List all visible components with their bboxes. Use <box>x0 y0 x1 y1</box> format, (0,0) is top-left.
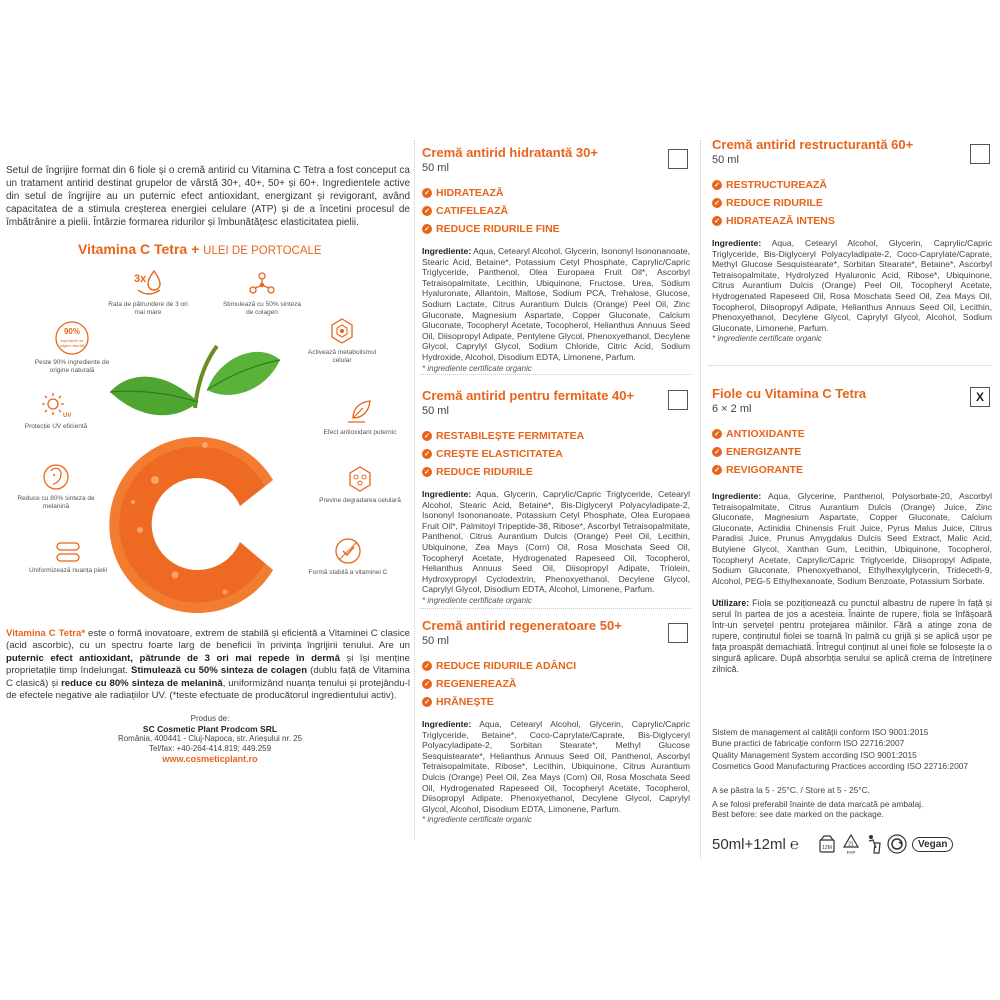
feature-uniform <box>26 540 110 575</box>
producer-url[interactable]: www.cosmeticplant.ro <box>162 754 258 764</box>
desc-text-1: este o formă inovatoare, extrem de stabilă și eficientă a Vitaminei C clasice (acid ascorbic), cu un spectru foarte larg de beneficii în privința îngrijirii tenului. Are un <box>6 628 410 652</box>
benefit-list <box>422 657 690 711</box>
divider <box>420 608 692 609</box>
feature-natural-label: Peste 90% ingrediente de origine naturală <box>34 359 110 374</box>
benefit-item: ✓ HIDRATEAZĂ INTENS <box>712 212 992 230</box>
benefit-item: ✓ CREȘTE ELASTICITATEA <box>422 445 690 463</box>
benefit-item: ✓ RESTABILEȘTE FERMITATEA <box>422 427 690 445</box>
producer-phone: Tel/fax: +40-264-414.819; 449.259 <box>148 744 272 753</box>
organic-note: * ingrediente certificate organic <box>712 334 822 344</box>
benefit-item: ✓ REDUCE RIDURILE <box>422 463 690 481</box>
benefit-item: ✓ REDUCE RIDURILE <box>712 194 992 212</box>
benefit-item: ✓ CATIFELEAZĂ <box>422 202 690 220</box>
cert-line: Cosmetics Good Manufacturing Practices according ISO 22716:2007 <box>712 760 969 771</box>
product-40plus <box>422 388 690 605</box>
product-checkbox-50plus[interactable] <box>668 623 688 643</box>
intro-paragraph: Setul de îngrijire format din 6 fiole și o cremă antirid cu Vitamina C Tetra a fost conceput ca un tratament antirid destinat grupelor de vârstă 30+, 40+, 50+ și 60+. Ingredientele active din setul de îngrijire au un puternic efect antioxidant, energizant și revigorant, având capacitatea de a stimula creșterea energiei celulare (ATP) și de a încetini procesul de îmbătrânire a pielii. Întârzie formarea ridurilor și îmbunătățesc elasticitatea pielii. <box>6 165 410 228</box>
divider <box>708 365 992 366</box>
product-checkbox-60plus[interactable] <box>970 144 990 164</box>
net-qty-value: 50ml+12ml <box>712 836 786 853</box>
organic-note: * ingrediente certificate organic <box>422 595 532 605</box>
check-icon: ✓ <box>712 465 722 475</box>
natural-badge-icon <box>54 320 90 356</box>
svg-text:origine naturală: origine naturală <box>59 344 85 348</box>
check-icon: ✓ <box>712 198 722 208</box>
divider <box>700 140 701 860</box>
feature-stable <box>306 536 390 577</box>
orange-c-illustration <box>95 330 315 620</box>
feature-stable-label: Formă stabilă a vitaminei C <box>308 569 388 576</box>
hexagon-cells-icon <box>327 316 357 346</box>
desc-text-2: și își menține proprietațile timp îndelungat. <box>6 652 411 677</box>
leaf-right <box>207 352 280 395</box>
ingredients-text: Ingrediente: Aqua, Cetearyl Alcohol, Glycerin, Isononyl Isononanoate, Stearic Acid, Betaine*, Potassium Cetyl Phosphate, Caprylic/Capric Triglyceride, Panthenol, Olea Europaea Fruit Oil*, Ascorbyl Tetraisopalmitate, Lecithin, Ubiquinone, Fructose, Urea, Sodium Hyaluronate, Allantoin, Maltose, Sodium PCA, Trehalose, Glucose, Sodium Lactate, Citrus Aurantium Dulcis (Orange) Peel Oil, Zinc Gluconate, Magnesium Aspartate, Copper Gluconate, Calcium Gluconate, Tocopheryl Acetate, Tocopherol, Helianthus Annuus Seed Oil, Diisopropyl Adipate, Pentylene Glycol, Phenoxyethanol, Decylene Glycol, Caprylyl Glycol, Sodium Chloride, Citric Acid, Sodium Hydroxide, Alcohol, Disodium EDTA, Limonene, Parfum. <box>422 246 690 362</box>
check-icon: ✓ <box>422 697 432 707</box>
product-volume: 50 ml <box>712 154 739 166</box>
benefit-item: ✓ REVIGORANTE <box>712 461 992 479</box>
svg-text:12M: 12M <box>822 845 832 851</box>
check-icon: ✓ <box>712 447 722 457</box>
vitamin-c-subtitle: ULEI DE PORTOCALE <box>203 245 322 257</box>
check-icon: ✓ <box>422 467 432 477</box>
producer-block <box>110 714 310 764</box>
desc-bold-2: Stimulează cu 50% sinteza de colagen <box>131 665 308 677</box>
product-title: Fiole cu Vitamina C Tetra <box>712 386 867 401</box>
feature-degradation-label: Previne degradarea celulară <box>319 497 401 504</box>
feature-melanin-label: Reduce cu 80% sinteza de melanină <box>17 495 95 510</box>
product-checkbox-30plus[interactable] <box>668 149 688 169</box>
leaf-left <box>110 377 198 416</box>
producer-label: Produs de: <box>190 714 230 723</box>
svg-text:ingrediente de: ingrediente de <box>60 339 84 343</box>
product-volume: 50 ml <box>422 635 449 647</box>
producer-company: SC Cosmetic Plant Prodcom SRL <box>142 724 278 734</box>
storage-info <box>712 785 992 820</box>
feature-natural <box>30 320 114 375</box>
trash-bin-icon <box>866 834 882 854</box>
feature-collagen <box>220 268 304 317</box>
svg-text:90%: 90% <box>63 327 81 336</box>
feature-uv <box>14 390 98 431</box>
product-volume: 50 ml <box>422 405 449 417</box>
product-title: Cremă antirid pentru fermitate 40+ <box>422 388 635 403</box>
benefit-list <box>422 427 690 481</box>
feature-antioxidant <box>318 396 402 437</box>
organic-note: * ingrediente certificate organic <box>422 363 532 373</box>
feature-metabolism <box>300 316 384 365</box>
face-icon <box>41 462 71 492</box>
desc-text-3: (dublu față de Vitamina C clasică) și <box>6 665 410 689</box>
product-title: Cremă antirid regeneratoare 50+ <box>422 618 622 633</box>
feature-uniform-label: Uniformizează nuanța pielii <box>28 567 108 574</box>
ingredients-text: Ingrediente: Aqua, Cetearyl Alcohol, Glycerin, Caprylic/Capric Triglyceride, Betaine*, Coco-Caprylate/Caprate, Bis-Diglyceryl Polyacyladipate-2, Sorbitan Stearate*, Methyl Glucose Sesquistearate*, Helianthus Annuus Seed Oil, Panthenol, Ascorbyl Tetraisopalmitate, Ribose*, Lecithin, Ubiquinone, Citrus Aurantium Dulcis (Orange) Peel Oil, Zea Mays (Corn) Oil, Rosa Moschata Seed Oil, Hydrogenated Rapeseed Oil, Tocopheryl Acetate, Tocopherol, Diisopropyl Adipate, Phenoxyethanol, Decylene Glycol, Caprylyl Glycol, Alcohol, Disodium EDTA, Limonene, Parfum. <box>422 719 690 814</box>
producer-address: România, 400441 - Cluj-Napoca, str. Arieșului nr. 25 <box>117 734 303 743</box>
net-quantity <box>712 836 799 853</box>
product-30plus <box>422 145 690 373</box>
feature-uv-label: Protecție UV eficientă <box>24 423 88 430</box>
desc-bold-1: puternic efect antioxidant, pătrunde de 3 ori mai repede în dermă <box>6 652 340 664</box>
feature-melanin <box>14 462 98 511</box>
desc-bold-3: reduce cu 80% sinteza de melanină <box>61 677 223 689</box>
leaf-hand-icon <box>345 396 375 426</box>
expiry-en: Best before: see date marked on the package. <box>712 809 884 819</box>
benefit-item: ✓ HIDRATEAZĂ <box>422 184 690 202</box>
recycle-icon <box>841 833 861 855</box>
check-icon: ✓ <box>422 449 432 459</box>
benefit-list <box>712 425 992 479</box>
vegan-badge: Vegan <box>912 837 953 852</box>
svg-text:3x: 3x <box>134 273 147 285</box>
expiry-ro: A se folosi preferabil înainte de data marcată pe ambalaj. <box>712 798 924 809</box>
product-ampoules <box>712 386 992 675</box>
feature-collagen-label: Stimulează cu 50% sinteza de colagen <box>222 301 302 316</box>
product-checkbox-ampoules[interactable]: X <box>970 387 990 407</box>
benefit-item: ✓ REGENEREAZĂ <box>422 675 690 693</box>
divider <box>414 140 415 840</box>
benefit-item: ✓ REDUCE RIDURILE ADÂNCI <box>422 657 690 675</box>
ingredients-text: Ingrediente: Aqua, Cetearyl Alcohol, Glycerin, Caprylic/Capric Triglyceride, Bis-Diglyceryl Polyacyladipate-2, Coco-Caprylate/Caprate, Methyl Glucose Sesquistearate*, Sorbitan Stearate*, Betaine*, Ascorbyl Tetraisopalmitate, Hydrolyzed Hyaluronic Acid, Ribose*, Ubiquinone, Citrus Aurantium Dulcis (Orange) Peel Oil, Tocopheryl Acetate, Hydrogenated Rapeseed Oil, Rosa Moschata Seed Oil, Zea Mays Oil, Tocopherol, Diisopropyl Adipate, Helianthus Annuus Seed Oil, Lecithin, Phenoxyethanol, Decylene Glycol, Caprylyl Glycol, Alcohol, Sodium Gluconate, Limonene, Parfum. <box>712 238 992 333</box>
feature-penetration <box>106 268 190 317</box>
product-60plus <box>712 137 992 343</box>
vitamin-c-description <box>6 628 410 702</box>
feature-antioxidant-label: Efect antioxidant puternic <box>323 429 397 436</box>
check-icon: ✓ <box>712 180 722 190</box>
vitamin-c-brand: Vitamina C Tetra* <box>6 628 86 639</box>
pao-jar-icon <box>818 834 836 854</box>
benefit-item: ✓ REDUCE RIDURILE FINE <box>422 220 690 238</box>
product-volume: 6 × 2 ml <box>712 403 752 415</box>
cert-line: Bune practici de fabricație conform ISO 22716:2007 <box>712 737 905 748</box>
check-icon: ✓ <box>422 679 432 689</box>
feature-degradation <box>318 464 402 505</box>
green-dot-icon <box>887 834 907 854</box>
benefit-list <box>712 176 992 230</box>
feature-metabolism-label: Activează metabolismul celular <box>307 349 377 364</box>
product-title: Cremă antirid hidratantă 30+ <box>422 145 598 160</box>
usage-instructions: Utilizare: Fiola se poziționează cu punctul albastru de rupere în față și serul în partea de jos a acesteia. Înainte de rupere, fiola se înfășoară într-un șervețel pentru protejarea mâinilor. Fără a atinge zona de rupere, conținutul fiolei se toarnă în palmă cu grijă și se aplică ușor pe fața proaspăt demachiată. Întregul conținut al unei fiole se folosește la o singură aplicare. După absorbția serului se aplică crema de întreținere zilnică. <box>712 598 992 675</box>
check-icon: ✓ <box>422 431 432 441</box>
benefit-item: ✓ HRĂNEȘTE <box>422 693 690 711</box>
check-icon: ✓ <box>422 188 432 198</box>
benefit-list <box>422 184 690 238</box>
check-icon: ✓ <box>422 661 432 671</box>
product-checkbox-40plus[interactable] <box>668 390 688 410</box>
feature-penetration-label: Rata de pătrundere de 3 ori mai mare <box>108 301 188 316</box>
check-icon: ✓ <box>422 206 432 216</box>
benefit-item: ✓ ANTIOXIDANTE <box>712 425 992 443</box>
cell-shield-icon <box>345 464 375 494</box>
svg-text:21: 21 <box>848 841 854 848</box>
vitamin-c-heading <box>78 241 322 257</box>
estimated-sign-icon: ℮ <box>789 836 799 853</box>
product-volume: 50 ml <box>422 162 449 174</box>
drop-icon <box>132 268 164 298</box>
ingredients-text: Ingrediente: Aqua, Glycerine, Panthenol, Polysorbate-20, Ascorbyl Tetraisopalmitate, Citrus Aurantium Dulcis (Orange) Juice, Zinc Gluconate, Magnesium Aspartate, Copper Gluconate, Calcium Gluconate, Actinidia Chinensis Fruit Juice, Pyrus Malus Juice, Citrus Paradisi Juice, Prunus Amygdalus Dulcis Seed Extract, Malic Acid, Butylene Glycol, Xanthan Gum, Lecithin, Ubiquinone, Tocopherol, Tocopheryl Acetate, Caprylic/Capric Triglyceride, Diisopropyl Adipate, Sodium Gluconate, Phenoxyethanol, Ethylhexylglycerin, Trideceth-9, Alcohol, PEG-5 Ethylhexanoate, Sodium Benzoate, Potassium Sorbate. <box>712 491 992 586</box>
molecule-icon <box>247 268 277 298</box>
divider <box>420 374 692 375</box>
ingredients-text: Ingrediente: Aqua, Glycerin, Caprylic/Capric Triglyceride, Cetearyl Alcohol, Stearic Acid, Betaine*, Bis-Diglyceryl Polyacyladipate-2, Isononyl Isononanoate, Potassium Cetyl Phosphate, Olea Europaea Fruit Oil*, Palmitoyl Tripeptide-38, Ribose*, Ascorbyl Tetraisopalmitate, Panthenol, Citrus Aurantium Dulcis (Orange) Peel Oil, Lecithin, Ubiquinone, Zea Mays (Corn) Oil, Rosa Moschata Seed Oil, Tocopheryl Acetate, Hydrogenated Rapeseed Oil, Tocopherol, Helianthus Annuus Seed Oil, Diisopropyl Adipate, Triolein, Hydroxypropyl Cyclodextrin, Phenoxyethanol, Decylene Glycol, Caprylyl Glycol, Disodium EDTA, Alcohol, Limonene, Parfum. <box>422 489 690 595</box>
certifications <box>712 727 992 771</box>
benefit-item: ✓ RESTRUCTUREAZĂ <box>712 176 992 194</box>
cert-line: Quality Management System according ISO 9001:2015 <box>712 750 917 760</box>
storage-temp: A se păstra la 5 - 25°C. / Store at 5 - 25°C. <box>712 785 870 795</box>
check-icon: ✓ <box>422 224 432 234</box>
stable-vitamin-icon <box>333 536 363 566</box>
check-icon: ✓ <box>712 429 722 439</box>
product-50plus <box>422 618 690 824</box>
cert-line: Sistem de management al calității conform ISO 9001:2015 <box>712 727 929 737</box>
desc-text-4: , uniformizând nuanța tenului și protejându-l de efectele negative ale radiațiilor UV. (*teste efectuate de producătorul ingredientului activ). <box>6 677 410 702</box>
organic-note: * ingrediente certificate organic <box>422 815 532 825</box>
symbols-row <box>818 833 953 855</box>
skin-tone-icon <box>53 540 83 564</box>
vitamin-c-title: Vitamina C Tetra + <box>78 241 200 257</box>
svg-text:PAP: PAP <box>846 850 856 855</box>
sun-uv-icon <box>41 390 71 420</box>
check-icon: ✓ <box>712 216 722 226</box>
benefit-item: ✓ ENERGIZANTE <box>712 443 992 461</box>
svg-text:UV: UV <box>63 413 71 419</box>
product-title: Cremă antirid restructurantă 60+ <box>712 137 914 152</box>
